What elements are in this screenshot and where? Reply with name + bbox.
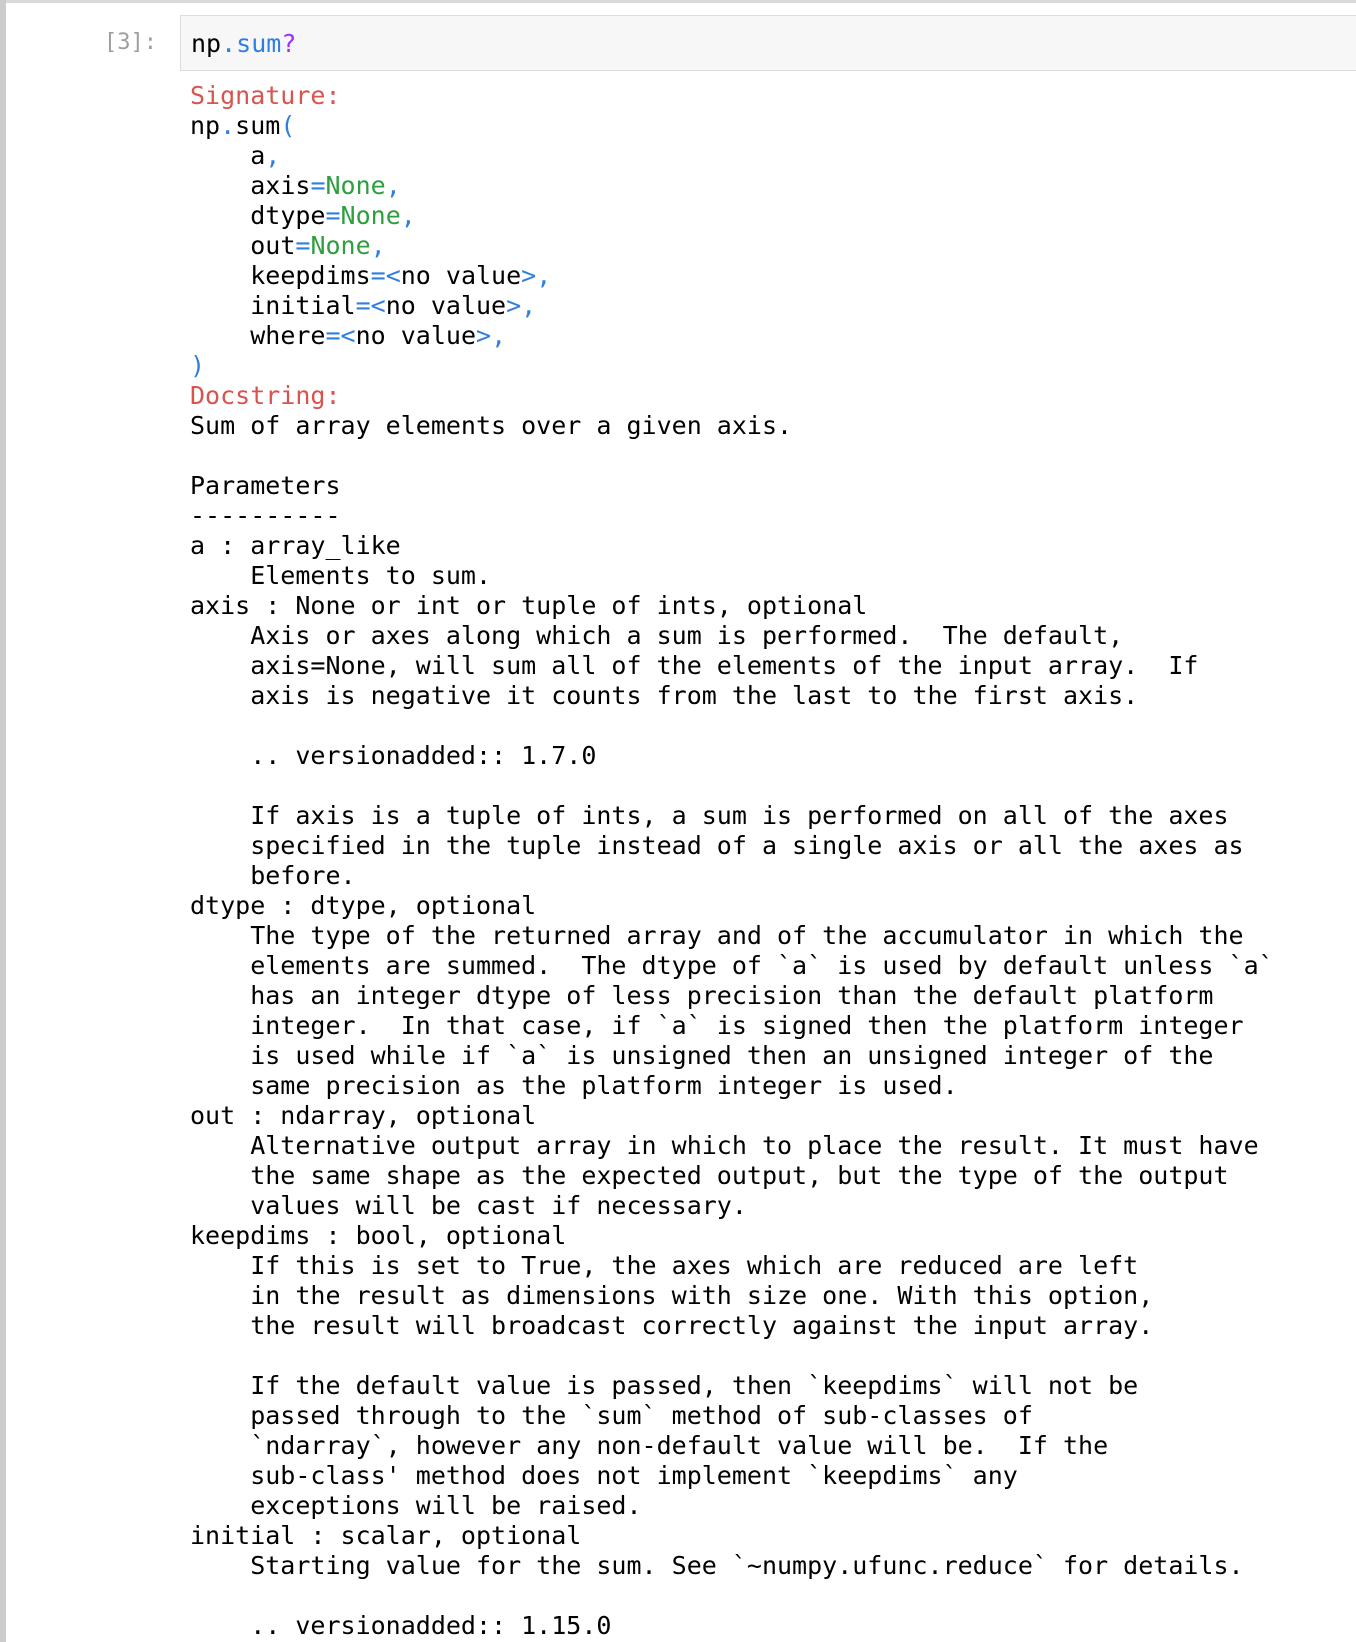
docstring-line: ----------: [190, 501, 341, 530]
docstring-line: sub-class' method does not implement `keepdims` any: [190, 1461, 1018, 1490]
docstring-heading: Docstring:: [190, 381, 341, 410]
code-dot: .: [221, 29, 237, 58]
docstring-line: is used while if `a` is unsigned then an unsigned integer of the: [190, 1041, 1214, 1070]
code-line[interactable]: [191, 29, 296, 59]
docstring-line: initial : scalar, optional: [190, 1521, 582, 1550]
cell-prompt: [3]:: [104, 30, 157, 55]
docstring-line: Alternative output array in which to place the result. It must have: [190, 1131, 1259, 1160]
docstring-line: Elements to sum.: [190, 561, 492, 590]
docstring-line: keepdims : bool, optional: [190, 1221, 567, 1250]
docstring-line: `ndarray`, however any non-default value will be. If the: [190, 1431, 1109, 1460]
docstring-line: in the result as dimensions with size one. With this option,: [190, 1281, 1154, 1310]
docstring-line: [190, 1581, 1350, 1611]
docstring-line: exceptions will be raised.: [190, 1491, 642, 1520]
docstring-line: If axis is a tuple of ints, a sum is performed on all of the axes: [190, 801, 1229, 830]
docstring-line: a : array_like: [190, 531, 401, 560]
docstring-line: axis=None, will sum all of the elements of the input array. If: [190, 651, 1199, 680]
signature-param: keepdims=<no value>,: [250, 261, 552, 290]
docstring-line: the same shape as the expected output, but the type of the output: [190, 1161, 1229, 1190]
docstring-line: out : ndarray, optional: [190, 1101, 537, 1130]
signature-param: dtype=None,: [250, 201, 416, 230]
signature-close-paren: ): [190, 351, 206, 380]
top-border: [0, 0, 1356, 3]
docstring-line: axis is negative it counts from the last to the first axis.: [190, 681, 1139, 710]
docstring-line: same precision as the platform integer is used.: [190, 1071, 958, 1100]
code-function: sum: [236, 29, 282, 58]
docstring-line: elements are summed. The dtype of `a` is used by default unless `a`: [190, 951, 1274, 980]
docstring-line: [190, 1341, 1350, 1371]
docstring-line: If the default value is passed, then `keepdims` will not be: [190, 1371, 1139, 1400]
cell-selection-bar: [0, 0, 6, 1642]
docstring-line: passed through to the `sum` method of sub-classes of: [190, 1401, 1033, 1430]
signature-param: axis=None,: [250, 171, 401, 200]
docstring-line: If this is set to True, the axes which are reduced are left: [190, 1251, 1139, 1280]
docstring-line: the result will broadcast correctly against the input array.: [190, 1311, 1154, 1340]
code-help-operator: ?: [281, 29, 297, 58]
docstring-line: Axis or axes along which a sum is performed. The default,: [190, 621, 1124, 650]
docstring-line: [190, 441, 1350, 471]
signature-param: where=<no value>,: [250, 321, 507, 350]
docstring-line: specified in the tuple instead of a single axis or all the axes as: [190, 831, 1244, 860]
signature-param: a,: [250, 141, 281, 170]
signature-heading: Signature:: [190, 81, 341, 110]
code-object: np: [191, 29, 222, 58]
code-input-cell[interactable]: [180, 15, 1356, 71]
docstring-line: Parameters: [190, 471, 341, 500]
docstring-line: The type of the returned array and of the accumulator in which the: [190, 921, 1244, 950]
signature-params: [190, 141, 1350, 351]
docstring-line: axis : None or int or tuple of ints, optional: [190, 591, 868, 620]
docstring-line: integer. In that case, if `a` is signed then the platform integer: [190, 1011, 1244, 1040]
docstring-body: [190, 411, 1350, 1641]
docstring-line: .. versionadded:: 1.7.0: [190, 741, 597, 770]
docstring-line: Starting value for the sum. See `~numpy.ufunc.reduce` for details.: [190, 1551, 1244, 1580]
docstring-line: before.: [190, 861, 356, 890]
docstring-line: values will be cast if necessary.: [190, 1191, 747, 1220]
help-output: [190, 81, 1350, 1641]
docstring-line: Sum of array elements over a given axis.: [190, 411, 793, 440]
signature-param: initial=<no value>,: [250, 291, 537, 320]
docstring-line: .. versionadded:: 1.15.0: [190, 1611, 612, 1640]
signature-param: out=None,: [250, 231, 386, 260]
docstring-line: [190, 771, 1350, 801]
signature-call: np.sum(: [190, 111, 296, 140]
docstring-line: dtype : dtype, optional: [190, 891, 537, 920]
docstring-line: [190, 711, 1350, 741]
docstring-line: has an integer dtype of less precision than the default platform: [190, 981, 1214, 1010]
